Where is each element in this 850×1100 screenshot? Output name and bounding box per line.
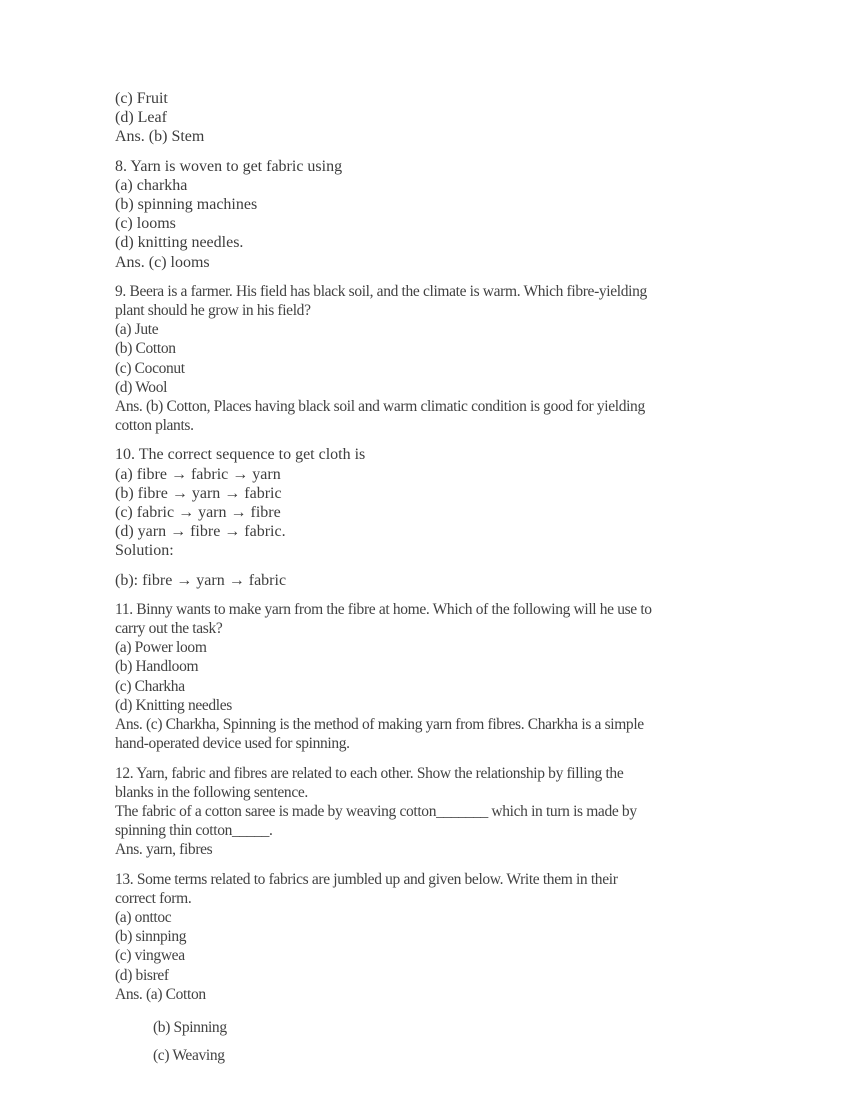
option-d: (d) Wool [115,378,168,396]
answer-text: (b): fibre → yarn → fabric [115,571,287,589]
question-9 [115,282,740,436]
option-b: (b) Handloom [115,658,199,676]
option-a: (a) onttoc [115,908,172,926]
question-8 [115,157,740,272]
question-text: 13. Some terms related to fabrics are jumbled up and given below. Write them in their [115,870,618,888]
text-line: (d) Leaf [115,109,167,127]
text-line: (c) Fruit [115,90,168,107]
fill-blank-sentence: spinning thin cotton_____. [115,822,273,840]
answer-text: Ans. (b) Cotton, Places having black soil and warm climatic condition is good for yielding [115,398,645,416]
answer-text: (b) Spinning [153,1018,227,1036]
question-12 [115,764,740,860]
question-7-tail [115,89,740,147]
question-13 [115,870,740,1004]
answer-text: Ans. (c) Charkha, Spinning is the method of making yarn from fibres. Charkha is a simple [115,716,644,734]
text-line: Ans. (b) Stem [115,128,205,146]
option-c: (c) looms [115,215,176,233]
option-c: (c) fabric → yarn → fibre [115,504,281,522]
fill-blank-sentence: The fabric of a cotton saree is made by weaving cotton_______ which in turn is made by [115,802,637,820]
question-text: 8. Yarn is woven to get fabric using [115,157,343,175]
question-text: 9. Beera is a farmer. His field has black soil, and the climate is warm. Which fibre-yielding [115,282,647,300]
question-13-answers-continued [115,1014,740,1070]
option-d: (d) Knitting needles [115,696,232,714]
answer-text: hand-operated device used for spinning. [115,735,350,753]
solution-label: Solution: [115,542,174,560]
option-a: (a) Jute [115,321,159,339]
option-c: (c) Charkha [115,677,185,695]
question-text: carry out the task? [115,620,223,638]
option-a: (a) Power loom [115,639,207,657]
question-text: 10. The correct sequence to get cloth is [115,446,366,464]
answer-text: cotton plants. [115,417,194,435]
question-text: blanks in the following sentence. [115,783,308,801]
question-text: correct form. [115,889,192,907]
answer-text: Ans. (a) Cotton [115,985,206,1003]
option-c: (c) vingwea [115,947,185,965]
option-b: (b) spinning machines [115,196,258,214]
option-a: (a) charkha [115,176,188,194]
option-b: (b) fibre → yarn → fabric [115,484,282,502]
question-10 [115,445,740,560]
option-d: (d) bisref [115,966,169,984]
question-11 [115,600,740,754]
option-b: (b) sinnping [115,928,187,946]
option-d: (d) knitting needles. [115,234,244,252]
answer-text: Ans. (c) looms [115,253,210,271]
option-c: (c) Coconut [115,359,185,377]
option-b: (b) Cotton [115,340,176,358]
option-a: (a) fibre → fabric → yarn [115,465,281,483]
question-10-solution [115,571,740,590]
question-text: 11. Binny wants to make yarn from the fibre at home. Which of the following will he use to [115,600,652,618]
answer-text: Ans. yarn, fibres [115,841,213,859]
option-d: (d) yarn → fibre → fabric. [115,523,286,541]
answer-text: (c) Weaving [153,1046,225,1064]
question-text: 12. Yarn, fabric and fibres are related to each other. Show the relationship by filling the [115,764,624,782]
question-text: plant should he grow in his field? [115,302,311,320]
